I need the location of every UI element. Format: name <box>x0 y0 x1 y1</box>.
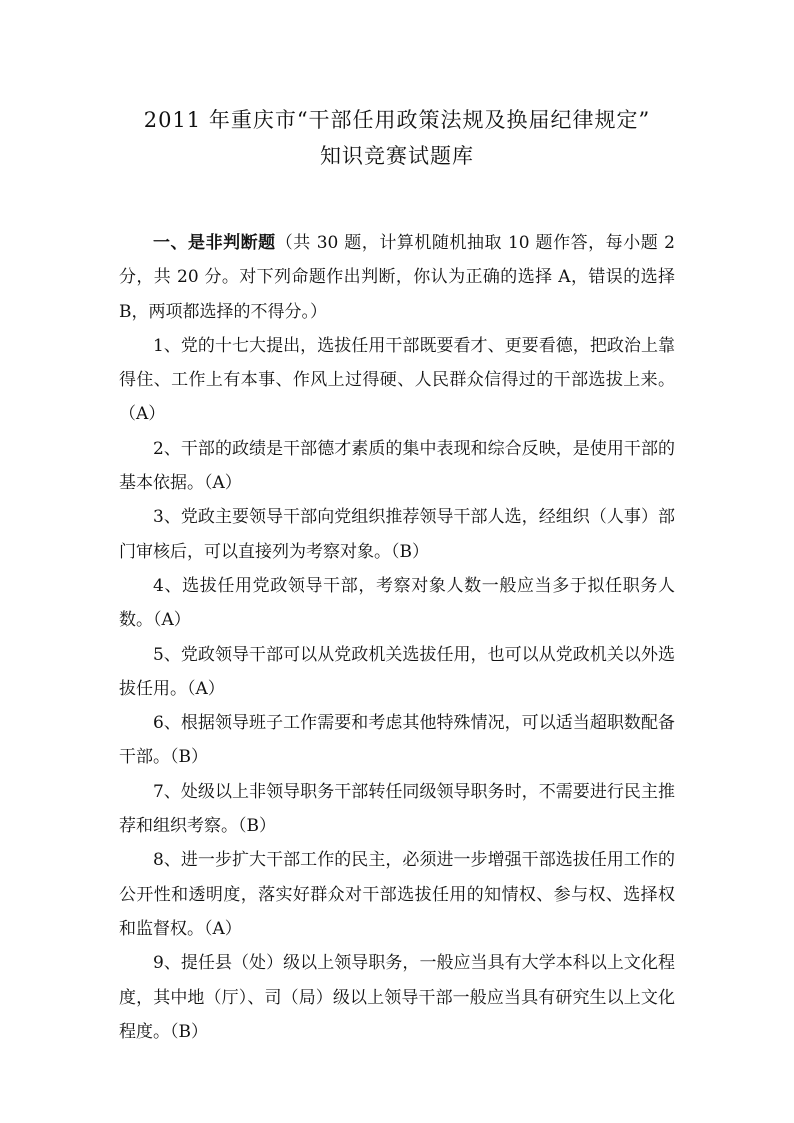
question-item <box>119 843 675 946</box>
question-item <box>119 946 675 1049</box>
question-answer: （B） <box>170 747 208 768</box>
question-item <box>119 329 675 432</box>
question-item <box>119 500 675 569</box>
question-item <box>119 638 675 707</box>
section-heading: 一、是非判断题 <box>153 233 276 253</box>
question-item <box>119 432 675 501</box>
document-title-line-2: 知识竞赛试题库 <box>320 144 474 168</box>
question-answer: （A） <box>187 678 225 699</box>
question-text: 5、党政领导干部可以从党政机关选拔任用，也可以从党政机关以外选拔任用。 <box>119 644 675 699</box>
document-body <box>119 226 675 1049</box>
question-item <box>119 706 675 775</box>
section-instructions: （共 30 题，计算机随机抽取 10 题作答，每小题 2 分，共 20 分。对下列命题作出判断，你认为正确的选择 A，错误的选择 B，两项都选择的不得分。） <box>119 233 675 322</box>
section-intro <box>119 226 675 329</box>
question-text: 6、根据领导班子工作需要和考虑其他特殊情况，可以适当超职数配备干部。 <box>119 713 675 768</box>
question-text: 7、处级以上非领导职务干部转任同级领导职务时，不需要进行民主推荐和组织考察。 <box>119 781 675 837</box>
question-text: 9、提任县（处）级以上领导职务，一般应当具有大学本科以上文化程度，其中地（厅）、司（局）级以上领导干部一般应当具有研究生以上文化程度。 <box>119 953 675 1042</box>
question-text: 4、选拔任用党政领导干部，考察对象人数一般应当多于拟任职务人数。 <box>119 575 675 631</box>
question-answer: （A） <box>153 610 191 631</box>
document-title-line-1: 2011 年重庆市“干部任用政策法规及换届纪律规定” <box>143 108 651 132</box>
question-answer: （B） <box>391 541 429 562</box>
question-item <box>119 775 675 844</box>
question-answer: （B） <box>238 816 276 837</box>
question-text: 8、进一步扩大干部工作的民主，必须进一步增强干部选拔任用工作的公开性和透明度，落实好群众对干部选拔任用的知情权、参与权、选择权和监督权。 <box>119 850 675 939</box>
question-answer: （B） <box>170 1021 208 1042</box>
question-answer: （A） <box>204 918 242 939</box>
question-item <box>119 569 675 638</box>
question-text: 2、干部的政绩是干部德才素质的集中表现和综合反映，是使用干部的基本依据。 <box>119 438 675 494</box>
question-answer: （A） <box>119 404 166 425</box>
question-answer: （A） <box>204 473 242 494</box>
question-text: 1、党的十七大提出，选拔任用干部既要看才、更要看德，把政治上靠得住、工作上有本事、作风上过得硬、人民群众信得过的干部选拔上来。 <box>119 335 675 391</box>
question-text: 3、党政主要领导干部向党组织推荐领导干部人选，经组织（人事）部门审核后，可以直接列为考察对象。 <box>119 507 675 562</box>
